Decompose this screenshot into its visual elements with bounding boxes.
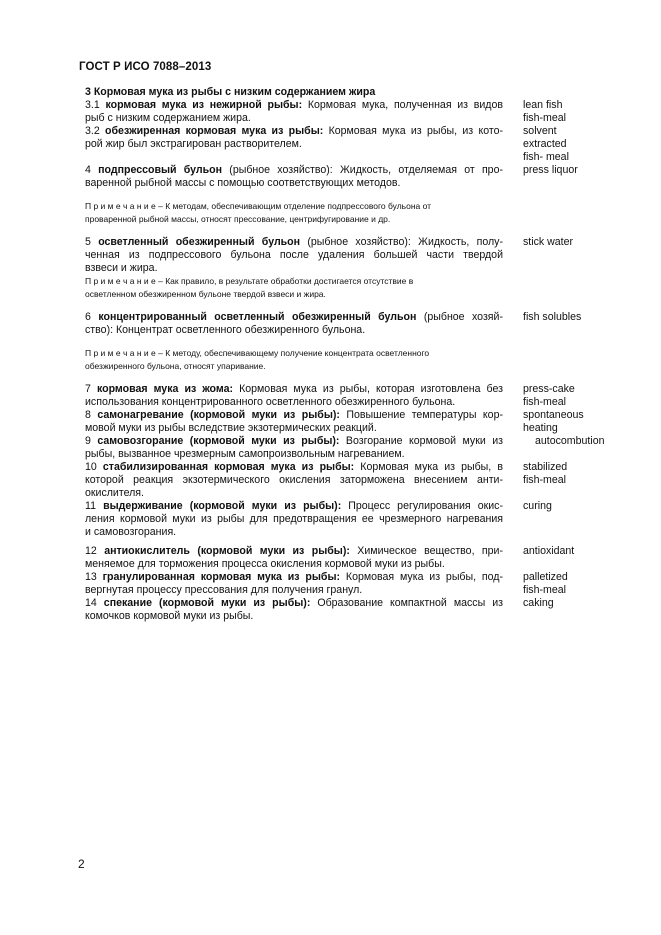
term-12-line-1: 12 антиокислитель (кормовой муки из рыбы): Химическое вещество, при- (85, 545, 503, 557)
page-number: 2 (78, 857, 85, 871)
term-6-line-1: 6 концентрированный осветленный обезжиренный бульон (рыбное хозяй- (85, 311, 503, 323)
term-7-en-1: press-cake (523, 383, 575, 395)
term-5-note-line-2: осветленном обезжиренном бульоне твердой взвеси и жира. (85, 289, 326, 299)
term-11-en: curing (523, 500, 552, 512)
term-5-line-1: 5 осветленный обезжиренный бульон (рыбное хозяйство): Жидкость, полу- (85, 236, 503, 248)
term-11-line-3: и самовозгорания. (85, 526, 177, 538)
term-5-note-line-1: П р и м е ч а н и е – Как правило, в результате обработки достигается отсутствие в (85, 276, 414, 286)
term-4-note-line-1: П р и м е ч а н и е – К методам, обеспечивающим отделение подпрессового бульона от (85, 201, 432, 211)
term-7-en-2: fish-meal (523, 396, 566, 408)
term-4-line-1: 4 подпрессовый бульон (рыбное хозяйство): Жидкость, отделяемая от про- (85, 164, 503, 176)
term-8-en-1: spontaneous (523, 409, 584, 421)
term-11-line-1: 11 выдерживание (кормовой муки из рыбы): Процесс регулирования окис- (85, 500, 503, 512)
term-7-line-1: 7 кормовая мука из жома: Кормовая мука из рыбы, которая изготовлена без (85, 383, 503, 395)
term-13-en-2: fish-meal (523, 584, 566, 596)
term-5-en: stick water (523, 236, 574, 248)
term-14-en: caking (523, 597, 554, 609)
term-4-line-2: варенной рыбной массы с помощью соответствующих методов. (85, 177, 401, 189)
term-12-line-2: меняемое для торможения процесса окисления кормовой муки из рыбы. (85, 558, 445, 570)
term-14-line-1: 14 спекание (кормовой муки из рыбы): Образование компактной массы из (85, 597, 503, 609)
term-3-1-line-1: 3.1 кормовая мука из нежирной рыбы: Кормовая мука, полученная из видов (85, 99, 503, 111)
document-header: ГОСТ Р ИСО 7088–2013 (79, 61, 212, 73)
term-8-line-2: мовой муки из рыбы вследствие экзотермических реакций. (85, 422, 377, 434)
term-8-line-1: 8 самонагревание (кормовой муки из рыбы): Повышение температуры кор- (85, 409, 503, 421)
term-3-1-en-2: fish-meal (523, 112, 566, 124)
term-10-line-2: которой реакция экзотермического окисления заторможена внесением анти- (85, 474, 503, 486)
term-3-2-en-2: extracted (523, 138, 567, 150)
term-10-en-1: stabilized (523, 461, 568, 473)
term-6-line-2: ство): Концентрат осветленного обезжиренного бульона. (85, 324, 366, 336)
term-3-2-line-1: 3.2 обезжиренная кормовая мука из рыбы: Кормовая мука из рыбы, из кото- (85, 125, 503, 137)
term-10-en-2: fish-meal (523, 474, 566, 486)
section-title: 3 Кормовая мука из рыбы с низким содержанием жира (85, 86, 376, 98)
term-7-line-2: использования концентрированного осветленного обезжиренного бульона. (85, 396, 456, 408)
term-6-note-line-1: П р и м е ч а н и е – К методу, обеспечивающему получение концентрата осветленного (85, 348, 430, 358)
term-6-en: fish solubles (523, 311, 582, 323)
term-4-note-line-2: проваренной рыбной массы, относят прессование, центрифугирование и др. (85, 214, 391, 224)
term-13-line-1: 13 гранулированная кормовая мука из рыбы: Кормовая мука из рыбы, под- (85, 571, 503, 583)
term-9-line-1: 9 самовозгорание (кормовой муки из рыбы): Возгорание кормовой муки из (85, 435, 503, 447)
term-11-line-2: ления кормовой муки из рыбы для предотвращения ее чрезмерного нагревания (85, 513, 503, 525)
term-14-line-2: комочков кормовой муки из рыбы. (85, 610, 254, 622)
term-12-en: antioxidant (523, 545, 575, 557)
term-10-line-1: 10 стабилизированная кормовая мука из рыбы: Кормовая мука из рыбы, в (85, 461, 503, 473)
term-9-en: autocombution (535, 435, 605, 447)
term-8-en-2: heating (523, 422, 558, 434)
term-13-line-2: вергнутая процессу прессования для получения гранул. (85, 584, 363, 596)
term-5-line-3: взвеси и жира. (85, 262, 158, 274)
terms-list (85, 86, 615, 623)
term-3-2-line-2: рой жир был экстрагирован растворителем. (85, 138, 302, 150)
term-3-1-line-2: рыб с низким содержанием жира. (85, 112, 251, 124)
term-3-2-en-3: fish- meal (523, 151, 569, 163)
term-13-en-1: palletized (523, 571, 568, 583)
term-6-note-line-2: обезжиренного бульона, относят упаривание. (85, 361, 266, 371)
term-3-1-en-1: lean fish (523, 99, 563, 111)
term-4-en: press liquor (523, 164, 578, 176)
term-3-2-en-1: solvent (523, 125, 557, 137)
term-10-line-3: окислителя. (85, 487, 144, 499)
term-5-line-2: ченная из подпрессового бульона после удаления большей части твердой (85, 249, 503, 261)
term-9-line-2: рыбы, вызванное чрезмерным самопроизвольным нагреванием. (85, 448, 405, 460)
